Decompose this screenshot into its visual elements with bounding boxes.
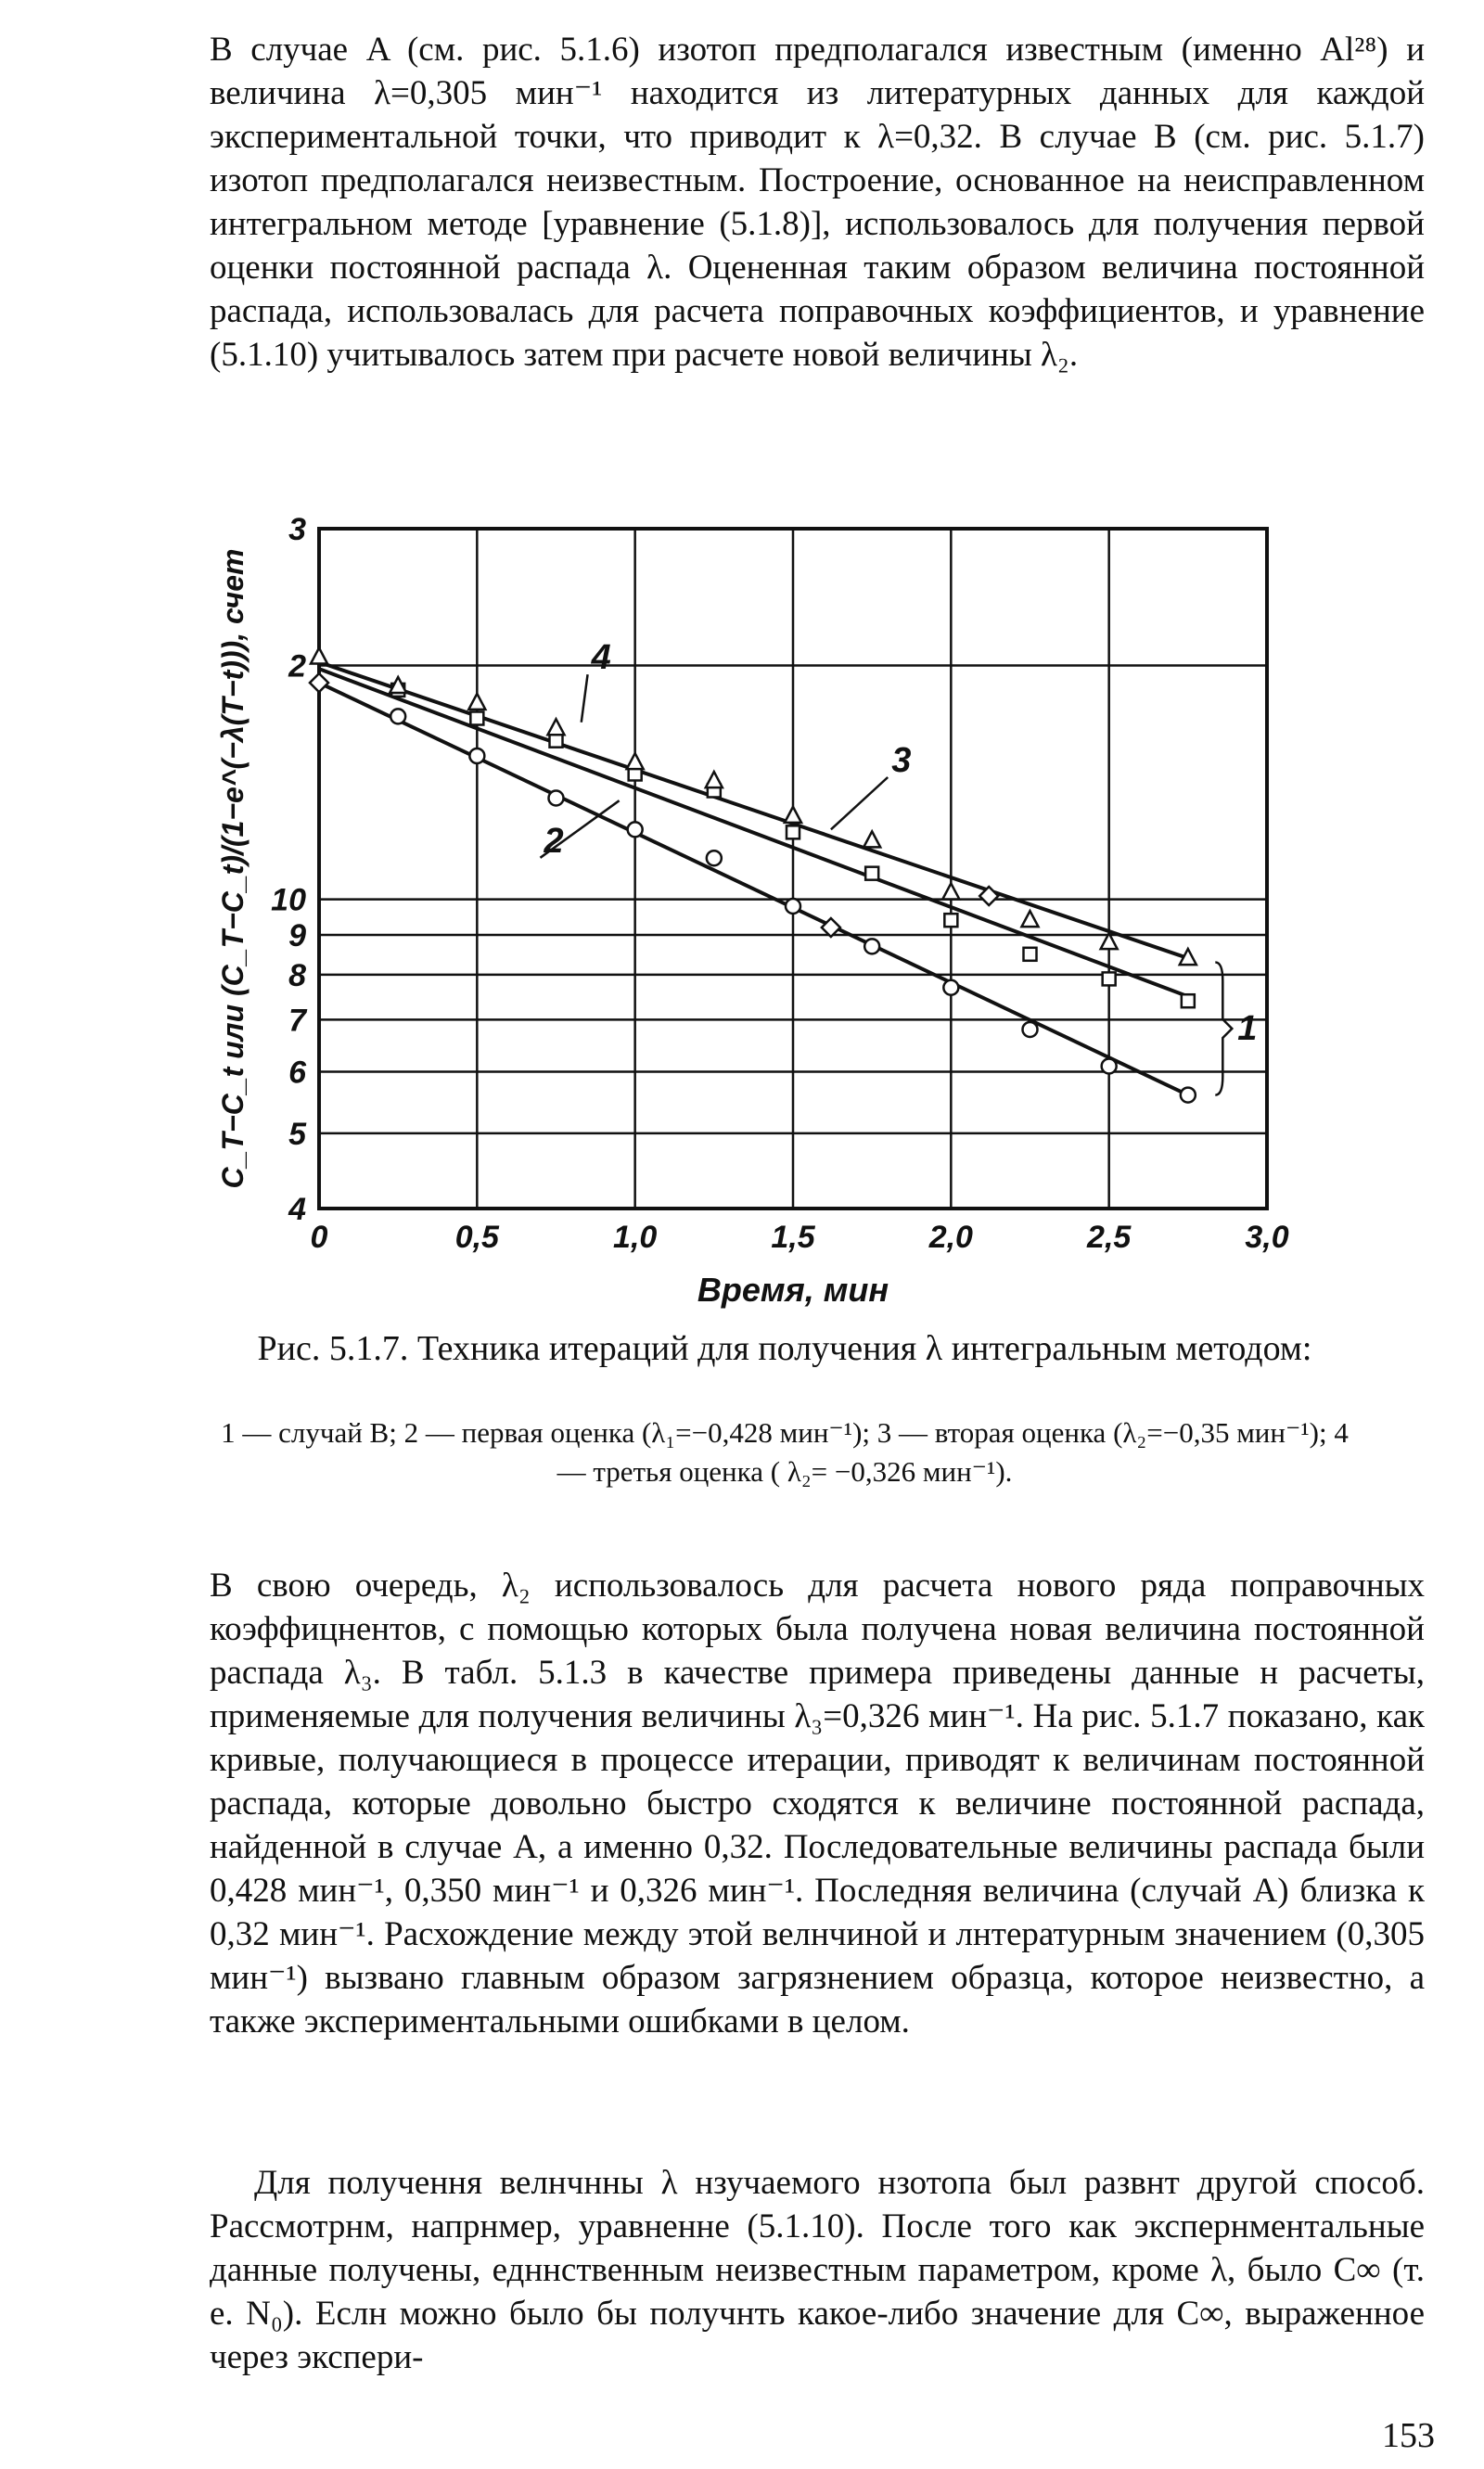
y-tick-label: 5	[288, 1116, 306, 1152]
x-tick-label: 1,5	[771, 1220, 815, 1255]
data-point-circle	[390, 709, 405, 723]
x-tick-label: 2,5	[1087, 1220, 1132, 1255]
paragraph-1: В случае A (см. рис. 5.1.6) изотоп предполагался известным (именно Al²⁸) и величина λ=0,305 мин⁻¹ находится из литературных данных для каждой экспериментальной точки, что приводит к λ=0,32. В случае B (см. рис. 5.1.7) изотоп предполагался неизвестным. Построение, основанное на неисправленном интегральном методе [уравнение (5.1.8)], использовалось для получения первой оценки постоянной распада λ. Оцененная таким образом величина постоянной распада, использовалась для расчета поправочных коэффициентов, и уравнение (5.1.10) учитывалось затем при расчете новой величины λ₂.	[210, 31, 1425, 374]
data-point-circle	[469, 748, 484, 763]
data-point-circle	[707, 851, 722, 865]
data-point-triangle	[706, 772, 723, 787]
x-tick-label: 1,0	[613, 1220, 658, 1255]
fit-line-4	[319, 662, 1188, 958]
x-tick-label: 3,0	[1245, 1220, 1289, 1255]
data-point-circle	[549, 790, 564, 805]
bracket-case-1	[1215, 962, 1232, 1094]
curve-label-3: 3	[891, 740, 912, 780]
data-point-square	[944, 914, 957, 927]
data-point-circle	[786, 899, 800, 914]
y-tick-label: 10	[271, 882, 306, 918]
curve-label-2: 2	[544, 821, 564, 861]
data-point-triangle	[785, 807, 801, 823]
paragraph-2: В свою очередь, λ₂ использовалось для расчета нового ряда поправочных коэффицнентов, с помощью которых была получена новая величина постоянной распада λ₃. В табл. 5.1.3 в качестве примера приведены данные н расчеты, применяемые для получения величины λ₃=0,326 мин⁻¹. На рис. 5.1.7 показано, как кривые, получающиеся в процессе итерации, приводят к величинам постоянной распада, которые довольно быстро сходятся к величине постоянной распада, найденной в случае A, а именно 0,32. Последовательные величины распада были 0,428 мин⁻¹, 0,350 мин⁻¹ и 0,326 мин⁻¹. Последняя величина (случай A) близка к 0,32 мин⁻¹. Расхождение между этой велнчиной и лнтературным значением (0,305 мин⁻¹) вызвано главным образом загрязнением образца, которое неизвестно, а также экспериментальными ошибками в целом.	[210, 1567, 1425, 2040]
data-point-square	[787, 825, 800, 838]
y-tick-label: 8	[288, 957, 306, 993]
data-point-square	[1182, 994, 1195, 1007]
data-point-circle	[1023, 1022, 1038, 1037]
y-tick-label: 4	[288, 1192, 306, 1227]
data-point-square	[1024, 948, 1037, 961]
data-point-circle	[864, 939, 879, 953]
data-point-triangle	[468, 694, 485, 710]
y-tick-label: 6	[288, 1055, 306, 1091]
chart-grid	[319, 529, 1267, 1209]
chart-ticks	[216, 512, 1289, 1309]
x-tick-label: 0,5	[454, 1220, 499, 1255]
chart-fit-lines	[319, 662, 1188, 1095]
figure-caption-title: Рис. 5.1.7. Техника итераций для получения λ интегральным методом:	[257, 1329, 1312, 1368]
y-tick-label: 2	[288, 648, 306, 684]
fit-line-2	[319, 683, 1188, 1094]
curve-label-4: 4	[591, 638, 611, 678]
data-point-triangle	[311, 648, 327, 664]
data-point-square	[470, 711, 483, 724]
data-point-square	[1103, 972, 1116, 985]
page-number: 153	[1382, 2416, 1435, 2455]
paragraph-3: Для получення велнчнны λ нзучаемого нзотопа был развнт другой способ. Рассмотрнм, напрнмер, уравненне (5.1.10). После того как экспернментальные данные получены, едннственным неизвестным параметром, кроме λ, было C∞ (т. е. N₀). Еслн можно было бы получнть какое-либо значение для C∞, выраженное через экспери-	[210, 2164, 1425, 2376]
curve-leader-line	[831, 777, 888, 829]
y-axis-title: C_T−C_t или (C_T−C_t)/(1−e^(−λ(T−t))), счет	[216, 548, 249, 1189]
curve-leader-line	[582, 674, 588, 723]
data-point-triangle	[942, 883, 959, 899]
x-axis-title: Время, мин	[697, 1271, 889, 1309]
data-point-circle	[1181, 1088, 1196, 1103]
x-tick-label: 2,0	[928, 1220, 973, 1255]
curve-label-1: 1	[1237, 1009, 1258, 1049]
data-point-circle	[1102, 1058, 1117, 1073]
data-point-square	[550, 735, 563, 748]
data-point-triangle	[548, 719, 565, 735]
x-tick-label: 0	[310, 1220, 328, 1255]
data-point-diamond	[310, 673, 328, 692]
y-tick-label: 3	[288, 512, 306, 547]
chart-annotations	[540, 638, 1257, 1094]
data-point-square	[865, 867, 878, 880]
figure-caption-legend: 1 — случай B; 2 — первая оценка (λ₁=−0,428 мин⁻¹); 3 — вторая оценка (λ₂=−0,35 мин⁻¹); 4 — третья оценка ( λ₂= −0,326 мин⁻¹).	[221, 1416, 1349, 1488]
data-point-circle	[943, 980, 958, 995]
data-point-triangle	[864, 831, 880, 847]
y-tick-label: 9	[288, 917, 306, 953]
data-point-triangle	[1022, 911, 1039, 927]
data-point-circle	[628, 822, 643, 837]
data-point-triangle	[627, 753, 644, 769]
y-tick-label: 7	[288, 1003, 306, 1039]
fit-line-3	[319, 669, 1188, 996]
